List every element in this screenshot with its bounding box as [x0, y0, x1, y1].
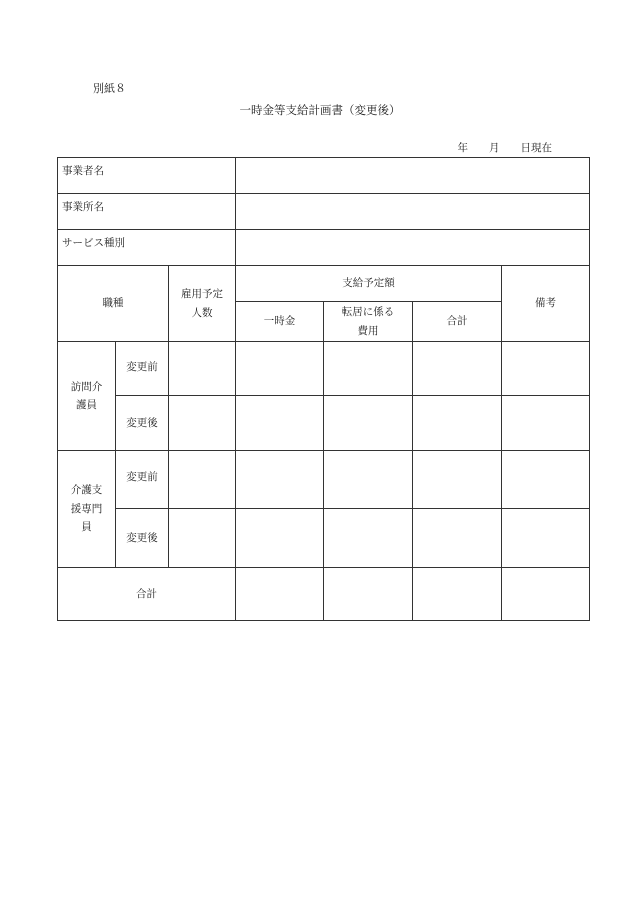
remarks-cell[interactable]: [502, 396, 590, 451]
job-group-line3: 員: [81, 521, 92, 534]
remarks-cell[interactable]: [502, 342, 590, 396]
total-lump-sum-cell[interactable]: [236, 568, 324, 621]
info-row-service: [58, 230, 590, 266]
payment-plan-table: [57, 157, 590, 621]
lump-sum-cell[interactable]: [236, 396, 324, 451]
operator-name-label: 事業者名: [58, 158, 236, 194]
after-change-label: 変更後: [116, 396, 169, 451]
relocation-cost-cell[interactable]: [324, 451, 413, 509]
relocation-cost-cell[interactable]: [324, 509, 413, 568]
job-group-line1: 訪問介: [70, 380, 103, 393]
table-row: [58, 396, 590, 451]
lump-sum-header: 一時金: [236, 302, 324, 342]
total-label: 合計: [58, 568, 236, 621]
office-name-value[interactable]: [236, 194, 590, 230]
table-row: [58, 451, 590, 509]
remarks-cell[interactable]: [502, 509, 590, 568]
before-change-label: 変更前: [116, 451, 169, 509]
subtotal-cell[interactable]: [413, 451, 502, 509]
remarks-header: 備考: [502, 266, 590, 342]
relocation-cost-cell[interactable]: [324, 342, 413, 396]
planned-hires-cell[interactable]: [169, 509, 236, 568]
relocation-line1: 転居に係る: [341, 306, 395, 319]
subtotal-cell[interactable]: [413, 396, 502, 451]
header-row-1: [58, 266, 590, 302]
table-row: [58, 509, 590, 568]
document-title: 一時金等支給計画書（変更後）: [239, 103, 401, 117]
total-row: [58, 568, 590, 621]
info-row-office: [58, 194, 590, 230]
planned-hires-cell[interactable]: [169, 396, 236, 451]
planned-hires-line2: 人数: [191, 306, 213, 319]
relocation-cost-header: [324, 302, 413, 342]
job-type-header: 職種: [58, 266, 169, 342]
job-group-line2: 護員: [76, 399, 97, 411]
job-group-line1: 介護支: [70, 484, 103, 497]
operator-name-value[interactable]: [236, 158, 590, 194]
subtotal-header: 合計: [413, 302, 502, 342]
job-group-home-care: [58, 342, 116, 451]
total-relocation-cost-cell[interactable]: [324, 568, 413, 621]
planned-hires-header: [169, 266, 236, 342]
info-row-operator: [58, 158, 590, 194]
total-remarks-cell[interactable]: [502, 568, 590, 621]
lump-sum-cell[interactable]: [236, 342, 324, 396]
lump-sum-cell[interactable]: [236, 509, 324, 568]
after-change-label: 変更後: [116, 509, 169, 568]
planned-payment-header: 支給予定額: [236, 266, 502, 302]
service-type-value[interactable]: [236, 230, 590, 266]
remarks-cell[interactable]: [502, 451, 590, 509]
lump-sum-cell[interactable]: [236, 451, 324, 509]
relocation-line2: 費用: [357, 324, 379, 337]
job-group-care-manager: [58, 451, 116, 568]
office-name-label: 事業所名: [58, 194, 236, 230]
date-line: 年 月 日現在: [457, 142, 552, 154]
annex-label: 別紙８: [93, 82, 126, 95]
job-group-line2: 援専門: [70, 502, 103, 515]
planned-hires-line1: 雇用予定: [181, 288, 224, 301]
planned-hires-cell[interactable]: [169, 451, 236, 509]
total-subtotal-cell[interactable]: [413, 568, 502, 621]
subtotal-cell[interactable]: [413, 342, 502, 396]
before-change-label: 変更前: [116, 342, 169, 396]
planned-hires-cell[interactable]: [169, 342, 236, 396]
service-type-label: サービス種別: [58, 230, 236, 266]
relocation-cost-cell[interactable]: [324, 396, 413, 451]
table-row: [58, 342, 590, 396]
subtotal-cell[interactable]: [413, 509, 502, 568]
